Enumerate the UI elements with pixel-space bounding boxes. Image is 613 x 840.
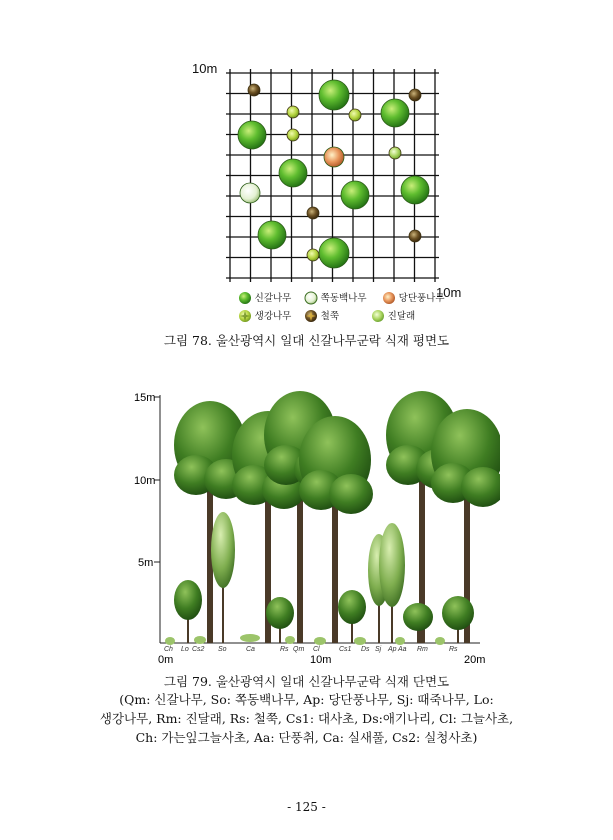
species-abbreviation-note [0,690,613,747]
y-label-15m: 15m [134,392,156,404]
lindera-shrub [287,106,299,118]
code-cs2: Cs2 [192,646,205,653]
styrax-crown [240,183,260,203]
oak-crown [381,99,409,127]
legend-label: 철쭉 [320,311,339,322]
herb-layer [194,636,206,644]
azalea-shrub [409,230,421,242]
code-ds: Ds [361,646,370,653]
legend-item-rhododendron-s [304,308,339,323]
legend-label: 진달래 [387,311,416,322]
herb-layer [395,637,405,645]
herb-layer [354,637,366,645]
maple-crown [324,147,344,167]
y-label-5m: 5m [138,557,154,569]
section-figure [130,385,500,675]
legend-label: 당단풍나무 [398,293,445,304]
azalea-shrub [307,207,319,219]
herb-layer [314,637,326,645]
note-line-3: Ch: 가는잎그늘사초, Aa: 단풍취, Ca: 실새풀, Cs2: 실청사초) [135,730,478,745]
pale-tree-icon [304,291,318,305]
oak-crown [401,176,429,204]
oak-crown [238,121,266,149]
shrub-crown [266,597,294,629]
plan-legend [238,290,458,330]
section-diagram [130,385,500,675]
shrub-crown [442,596,474,630]
lindera-shrub [349,109,361,121]
code-rs: Rs [280,646,289,653]
plan-figure [180,55,470,305]
legend-item-lindera [238,308,291,323]
y-label-10m: 10m [134,475,156,487]
maple-icon [382,291,396,305]
star-shrub-icon [238,309,252,323]
herb-layer [435,637,445,645]
azalea-shrub [409,89,421,101]
styrax-crown [211,512,235,588]
round-tree-icon [238,291,252,305]
shrub-crown [403,603,433,631]
shrub-crown [174,580,202,620]
lindera-shrub [287,129,299,141]
figure78-caption: 그림 78. 울산광역시 일대 신갈나무군락 식재 평면도 [163,333,450,348]
azalea-shrub [248,84,260,96]
herb-layer [165,637,175,645]
code-aa: Aa [398,646,407,653]
oak-crown [341,181,369,209]
legend-item-styrax-obassia [304,290,367,305]
note-line-1: (Qm: 신갈나무, So: 쪽동백나무, Ap: 당단풍나무, Sj: 때죽나무, Lo: [119,692,494,707]
figure79-caption: 그림 79. 울산광역시 일대 신갈나무군락 식재 단면도 [163,674,450,689]
code-so: So [218,646,227,653]
oak-crown [319,238,349,268]
page-number: - 125 - [287,800,326,814]
x-label-10m: 10m [310,654,332,666]
section-vegetation [165,391,500,645]
oak-crown [329,474,373,514]
herb-layer [240,634,260,642]
code-sj: Sj [375,646,382,653]
oak-crown [279,159,307,187]
herb-layer [285,636,295,644]
oak-crown [319,80,349,110]
light-shrub-icon [371,309,385,323]
lindera-shrub [307,249,319,261]
code-rs-2: Rs [449,646,458,653]
plan-diagram [180,55,470,305]
shrub-crown [338,590,366,624]
code-lo: Lo [181,646,189,653]
species-code-labels [164,646,458,653]
legend-item-quercus [238,290,291,305]
code-cl: Cl [313,646,320,653]
legend-label: 생강나무 [254,311,292,322]
rhododendron-shrub [389,147,401,159]
plan-scale-label: 10m [436,285,462,300]
styrax-crown [379,523,405,607]
dark-shrub-icon [304,309,318,323]
legend-item-acer [382,290,445,305]
x-label-20m: 20m [464,654,486,666]
oak-crown [258,221,286,249]
note-line-2: 생강나무, Rm: 진달래, Rs: 철쭉, Cs1: 대사초, Ds:애기나리, Cl: 그늘사초, [99,711,514,726]
plan-corner-label: 10m [192,61,218,76]
plan-symbols [238,80,429,268]
code-ca: Ca [246,646,255,653]
code-qm: Qm [293,646,305,653]
code-ch: Ch [164,646,173,653]
code-rm: Rm [417,646,428,653]
legend-label: 쪽동백나무 [320,293,367,304]
code-cs1: Cs1 [339,646,352,653]
legend-item-rhododendron-m [371,308,415,323]
code-ap: Ap [388,646,397,653]
x-label-0m: 0m [158,654,174,666]
oak-trunk [332,500,338,643]
legend-label: 신갈나무 [254,293,292,304]
